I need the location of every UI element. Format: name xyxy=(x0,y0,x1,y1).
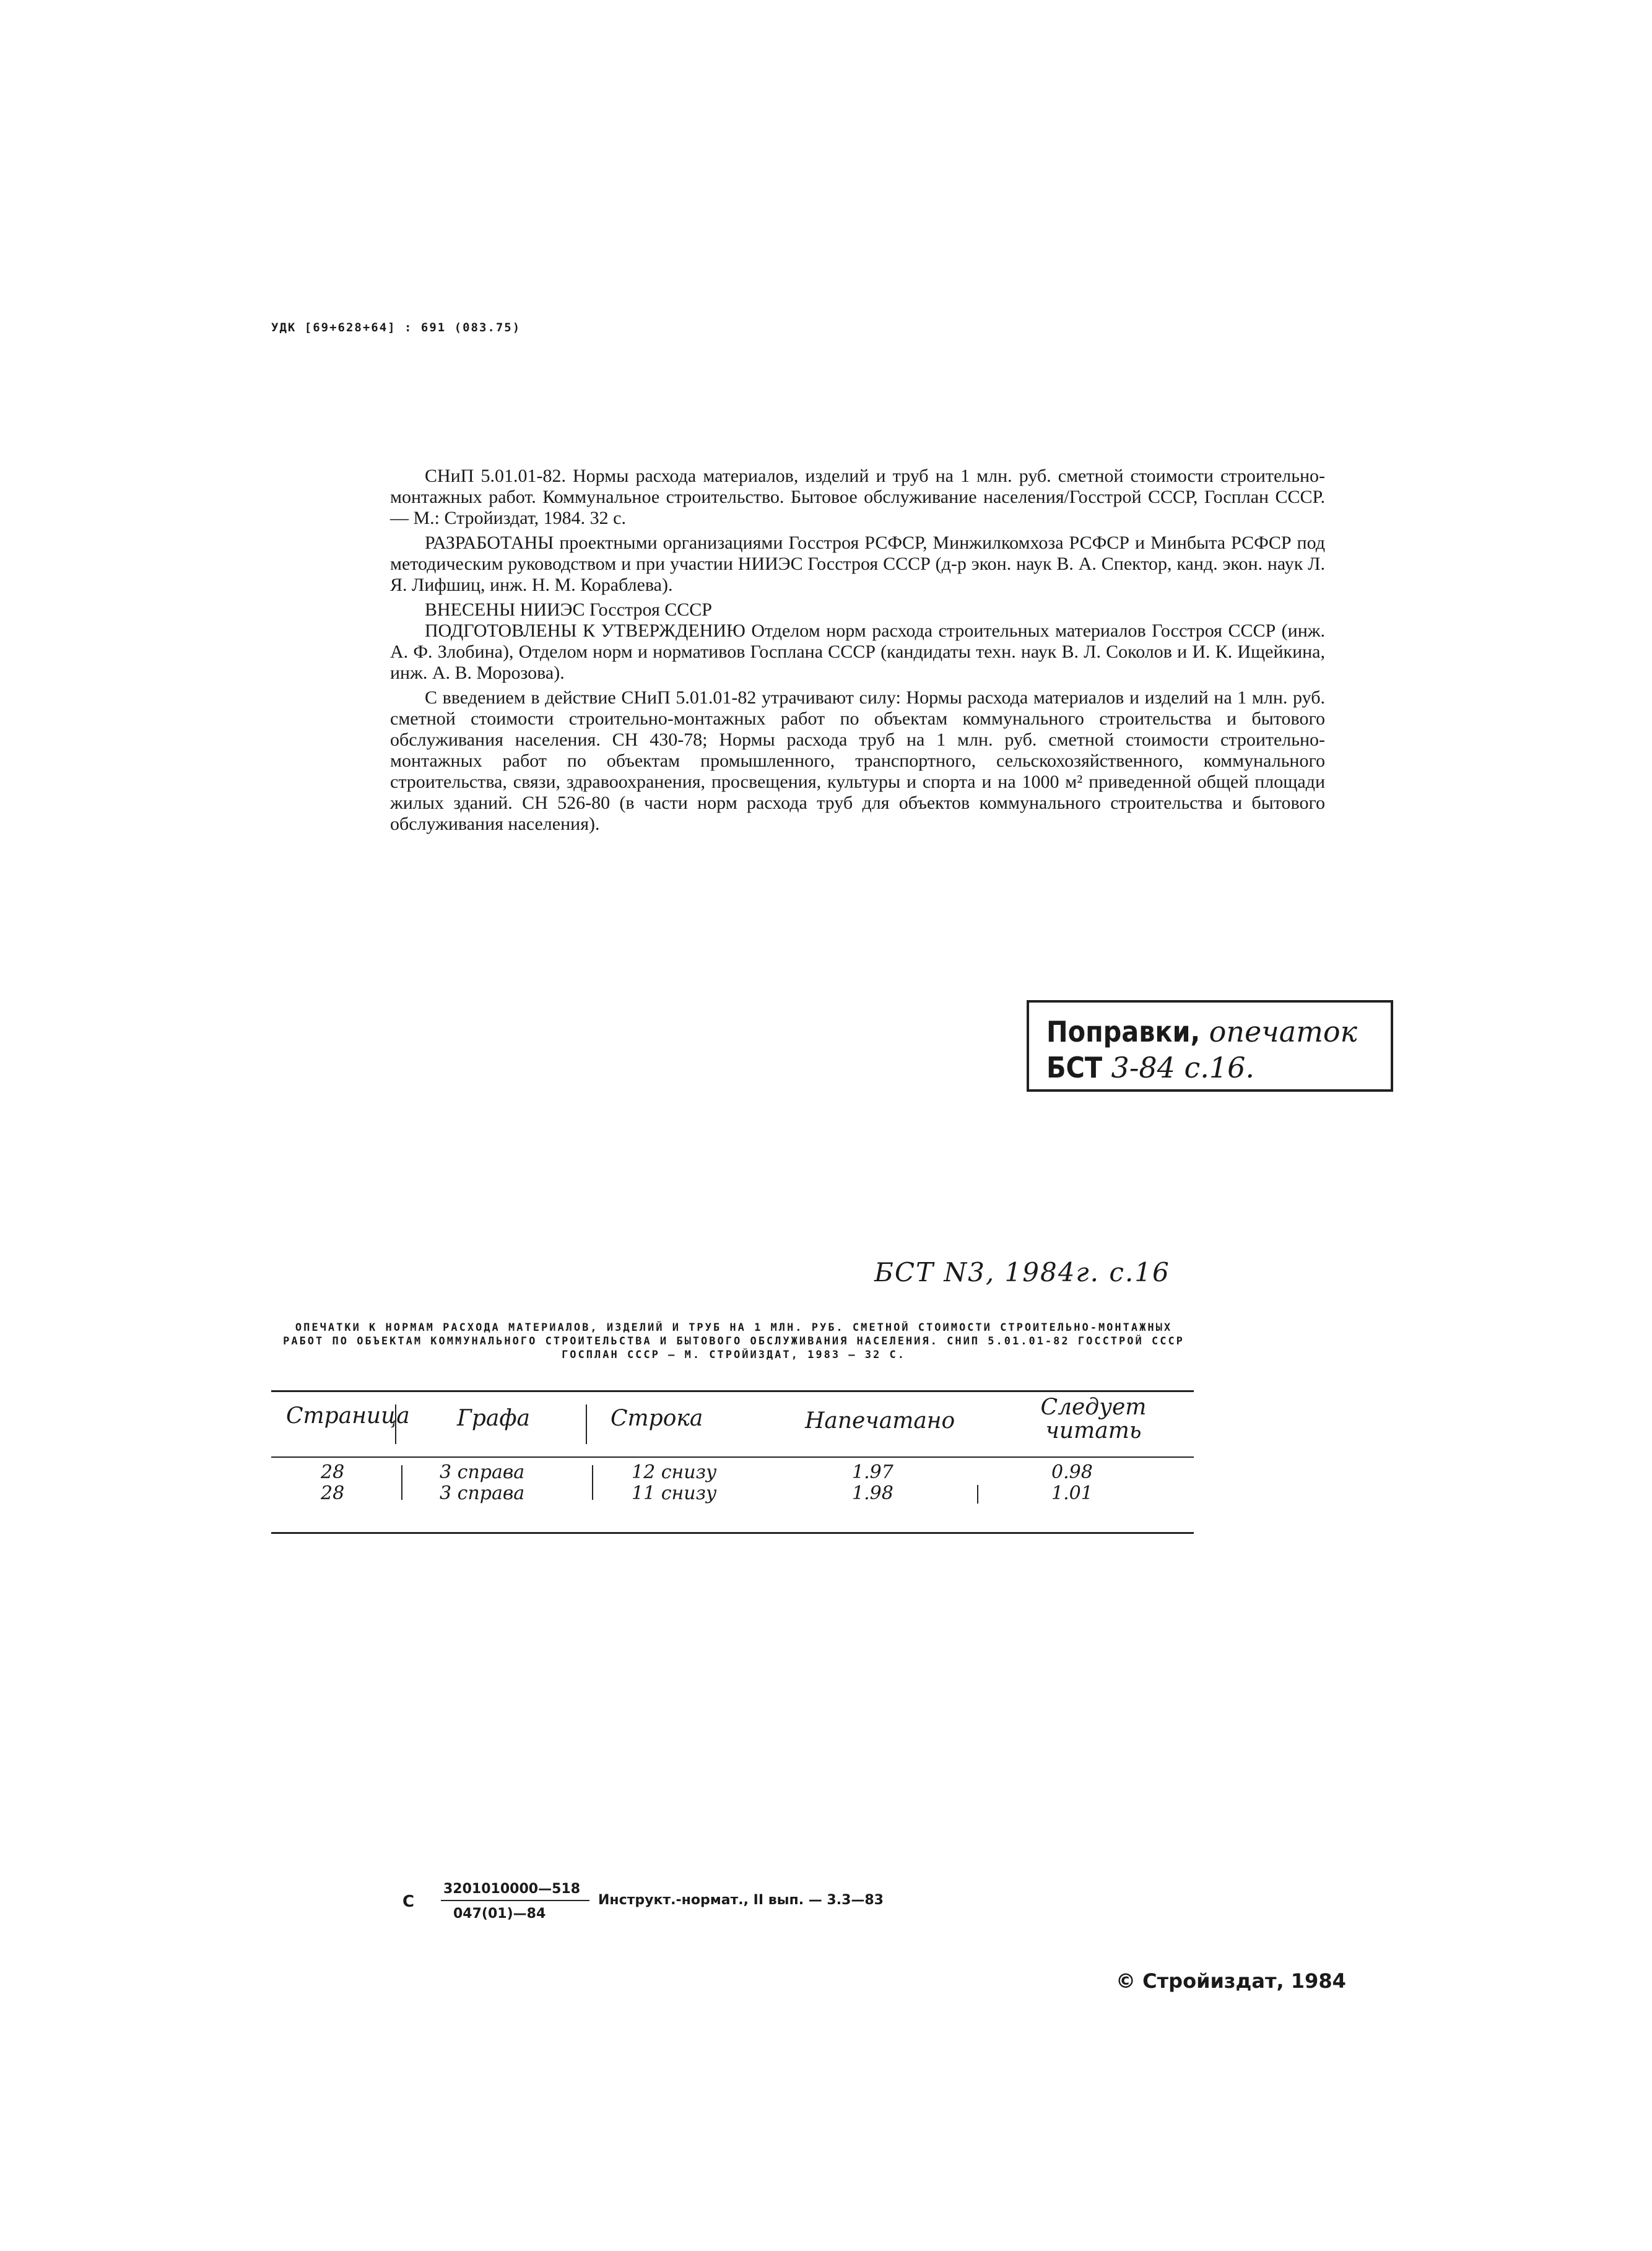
imprint-denominator: 047(01)—84 xyxy=(453,1906,546,1922)
stamp-line-2 xyxy=(1046,1051,1254,1084)
errata-header-page: Страница xyxy=(286,1403,410,1429)
errata-table xyxy=(271,1390,1194,1534)
annotation-developed-by: РАЗРАБОТАНЫ проектными организациями Госстроя РСФСР, Минжилкомхоза РСФСР и Минбыта РСФСР под методическим руководством и при участии НИИЭС Госстроя СССР (д-р экон. наук В. А. Спектор, канд. экон. наук Л. Я. Лифшиц, инж. Н. М. Кораблева). xyxy=(390,533,1325,595)
errata-header-column: Графа xyxy=(457,1406,530,1431)
annotation-prepared-by: ПОДГОТОВЛЕНЫ К УТВЕРЖДЕНИЮ Отделом норм расхода строительных материалов Госстроя СССР (инж. А. Ф. Злобина), Отделом норм и нормативов Госплана СССР (кандидаты техн. наук В. Л. Соколов и И. К. Ищейкина, инж. А. В. Морозова). xyxy=(390,620,1325,683)
errata-cell-printed: 1.97 xyxy=(852,1461,893,1483)
column-divider xyxy=(401,1465,402,1500)
annotation-superseded: С введением в действие СНиП 5.01.01-82 утрачивают силу: Нормы расхода материалов и изделий на 1 млн. руб. сметной стоимости строительно-монтажных работ по объектам коммунального строительства и бытового обслуживания населения. СН 430-78; Нормы расхода труб на 1 млн. руб. сметной стоимости строительно-монтажных работ по объектам промышленного, транспортного, сельскохозяйственного, коммунального строительства, связи, здравоохранения, просвещения, культуры и спорта и на 1000 м² приведенной общей площади жилых зданий. СН 526-80 (в части норм расхода труб для объектов коммунального строительства и бытового обслуживания населения). xyxy=(390,687,1325,834)
stamp-print-text: Поправки, xyxy=(1046,1015,1201,1048)
errata-header-printed: Напечатано xyxy=(805,1408,955,1434)
errata-cell-line: 11 снизу xyxy=(632,1483,717,1504)
copyright-notice: © Стройиздат, 1984 xyxy=(1116,1969,1346,1993)
column-divider xyxy=(977,1485,978,1504)
annotation-introduced-by: ВНЕСЕНЫ НИИЭС Госстроя СССР xyxy=(425,599,712,620)
errata-header-divider xyxy=(271,1456,1194,1458)
stamp-print-text: БСТ xyxy=(1046,1051,1103,1084)
handwritten-reference-note: БСТ N3, 1984г. с.16 xyxy=(874,1257,1170,1287)
errata-cell-correct: 0.98 xyxy=(1051,1461,1093,1483)
stamp-handwritten-text: опечаток xyxy=(1209,1015,1357,1048)
errata-cell-correct: 1.01 xyxy=(1051,1483,1093,1504)
imprint-letter: С xyxy=(402,1892,415,1911)
udk-code: УДК [69+628+64] : 691 (083.75) xyxy=(271,321,521,334)
errata-header-should-read: Следует читать xyxy=(1040,1395,1147,1443)
annotation-citation: СНиП 5.01.01-82. Нормы расхода материалов, изделий и труб на 1 млн. руб. сметной стоимости строительно-монтажных работ. Коммунальное строительство. Бытовое обслуживание населения/Госстрой СССР, Госплан СССР. — М.: Стройиздат, 1984. 32 с. xyxy=(390,466,1325,528)
errata-cell-page: 28 xyxy=(321,1461,345,1483)
imprint-fraction-bar xyxy=(441,1900,589,1901)
errata-cell-column: 3 справа xyxy=(440,1483,525,1504)
annotation-block xyxy=(390,466,1325,838)
column-divider xyxy=(592,1465,593,1500)
errata-cell-printed: 1.98 xyxy=(852,1483,893,1504)
errata-title: ОПЕЧАТКИ К НОРМАМ РАСХОДА МАТЕРИАЛОВ, ИЗДЕЛИЙ И ТРУБ НА 1 МЛН. РУБ. СМЕТНОЙ СТОИМОСТИ СТРОИТЕЛЬНО-МОНТАЖНЫХ РАБОТ ПО ОБЪЕКТАМ КОММУНАЛЬНОГО СТРОИТЕЛЬСТВА И БЫТОВОГО ОБСЛУЖИВАНИЯ НАСЕЛЕНИЯ. СНИП 5.01.01-82 ГОССТРОЙ СССР ГОСПЛАН СССР — М. СТРОЙИЗДАТ, 1983 — 32 С. xyxy=(283,1321,1185,1361)
imprint-numerator: 3201010000—518 xyxy=(443,1881,580,1897)
stamp-handwritten-text: 3-84 с.16. xyxy=(1111,1051,1255,1084)
stamp-line-1 xyxy=(1046,1015,1357,1048)
errata-cell-line: 12 снизу xyxy=(632,1461,717,1483)
errata-header-line: Строка xyxy=(611,1406,703,1431)
corrections-stamp xyxy=(1027,1000,1393,1092)
imprint-publication: Инструкт.-нормат., II вып. — 3.3—83 xyxy=(598,1892,884,1908)
errata-cell-page: 28 xyxy=(321,1483,345,1504)
column-divider xyxy=(586,1404,587,1444)
errata-cell-column: 3 справа xyxy=(440,1461,525,1483)
